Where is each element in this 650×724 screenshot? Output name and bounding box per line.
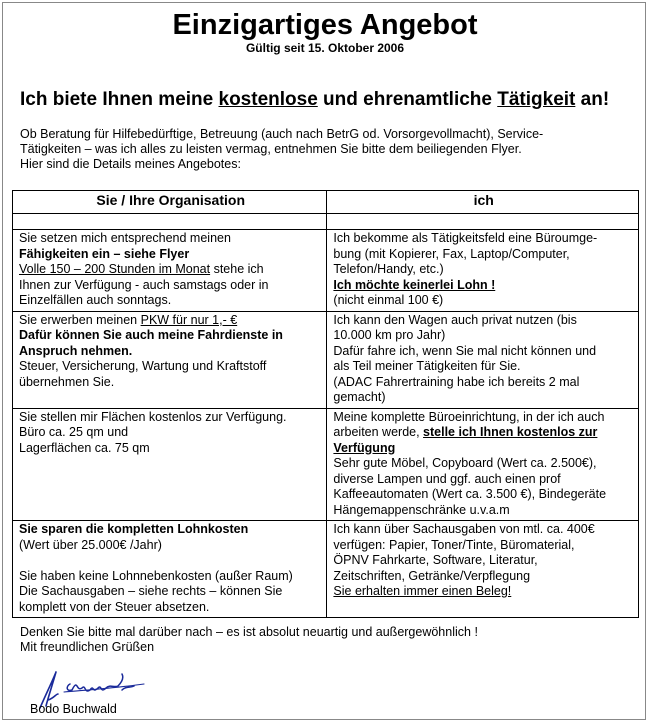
cell-line: Ich bekomme als Tätigkeitsfeld eine Büroumge- — [333, 231, 598, 245]
row3-left-cell — [13, 408, 327, 521]
cell-line: Sie sparen die kompletten Lohnkosten — [19, 522, 249, 536]
cell-line: Lagerflächen ca. 75 qm — [19, 440, 150, 455]
cell-line: als Teil meiner Tätigkeiten für Sie. — [333, 359, 521, 373]
cell-line: Kaffeeautomaten (Wert ca. 3.500 €), Bindegeräte — [333, 487, 607, 501]
cell-line: ÖPNV Fahrkarte, Software, Literatur, — [333, 553, 538, 567]
cell-line: Dafür können Sie auch meine Fahrdienste in — [19, 328, 283, 342]
cell-text: stehe ich — [210, 262, 264, 276]
headline-part: und ehrenamtliche — [317, 89, 498, 110]
closing-line: Mit freundlichen Grüßen — [20, 640, 155, 654]
closing-text — [20, 625, 478, 655]
headline-part: Ich biete Ihnen meine — [20, 89, 219, 110]
cell-line: gemacht) — [333, 390, 386, 404]
no-wage-statement: Ich möchte keinerlei Lohn ! — [333, 277, 496, 292]
closing-line: Denken Sie bitte mal darüber nach – es ist absolut neuartig und außergewöhnlich ! — [20, 625, 478, 639]
cell-line — [19, 313, 322, 329]
intro-line: Hier sind die Details meines Angebotes: — [20, 157, 241, 171]
cell-line — [19, 262, 322, 278]
row2-right-cell — [327, 311, 639, 408]
cell-text: arbeiten werde, — [333, 425, 424, 439]
cell-line: (Wert über 25.000€ /Jahr) — [19, 537, 162, 552]
table-row — [13, 230, 639, 312]
cell-line: Sie setzen mich entsprechend meinen — [19, 231, 231, 245]
cell-line: Büro ca. 25 qm und — [19, 425, 129, 439]
cell-line: Fähigkeiten ein – siehe Flyer — [19, 246, 190, 261]
row4-right-cell — [327, 521, 639, 618]
intro-line: Tätigkeiten – was ich alles zu leisten vermag, entnehmen Sie bitte dem beiliegenden Flyer. — [20, 142, 522, 156]
free-office-statement: stelle ich Ihnen kostenlos zur — [423, 425, 598, 439]
cell-line: Ich kann über Sachausgaben von mtl. ca. 400€ — [333, 522, 595, 536]
receipt-statement: Sie erhalten immer einen Beleg! — [333, 584, 512, 598]
page-title: Einzigartiges Angebot — [172, 9, 478, 41]
offer-table — [12, 190, 639, 618]
table-header-row — [13, 191, 639, 214]
cell-line — [333, 425, 634, 441]
row3-right-cell — [327, 408, 639, 521]
cell-line: Zeitschriften, Getränke/Verpflegung — [333, 568, 531, 583]
intro-line: Ob Beratung für Hilfebedürftige, Betreuung (auch nach BetrG od. Vorsorgevollmacht), Service- — [20, 127, 544, 141]
cell-line: Sie haben keine Lohnnebenkosten (außer Raum) — [19, 568, 293, 583]
cell-line: Dafür fahre ich, wenn Sie mal nicht können und — [333, 343, 597, 358]
cell-line: (nicht einmal 100 €) — [333, 293, 444, 307]
row2-left-cell — [13, 311, 327, 408]
headline-part: an! — [575, 89, 610, 110]
spacer-cell — [13, 214, 327, 230]
cell-line: Ich kann den Wagen auch privat nutzen (bis — [333, 312, 577, 327]
table-row — [13, 408, 639, 521]
cell-line: verfügen: Papier, Toner/Tinte, Büromaterial, — [333, 537, 575, 552]
headline-kostenlose: kostenlose — [218, 89, 318, 110]
table-spacer-row — [13, 214, 639, 230]
offer-headline — [20, 88, 609, 112]
hours-underlined: Volle 150 – 200 Stunden im Monat — [19, 262, 211, 276]
row1-left-cell — [13, 230, 327, 312]
cell-line: Sehr gute Möbel, Copyboard (Wert ca. 2.500€), — [333, 456, 597, 470]
row1-right-cell — [327, 230, 639, 312]
intro-paragraph — [20, 127, 630, 172]
free-office-statement: Verfügung — [333, 440, 396, 455]
cell-line: (ADAC Fahrertraining habe ich bereits 2 mal — [333, 374, 580, 389]
cell-line: Hängemappenschränke u.v.a.m — [333, 502, 510, 517]
cell-line — [19, 553, 322, 569]
cell-line: Meine komplette Büroeinrichtung, in der ich auch — [333, 409, 605, 424]
cell-line: bung (mit Kopierer, Fax, Laptop/Computer, — [333, 246, 570, 261]
cell-line: Telefon/Handy, etc.) — [333, 262, 444, 276]
cell-line: übernehmen Sie. — [19, 374, 115, 389]
table-row — [13, 521, 639, 618]
car-price-underlined: PKW für nur 1,- € — [140, 312, 238, 327]
header-ich: ich — [327, 191, 639, 214]
header-organisation: Sie / Ihre Organisation — [13, 191, 327, 214]
cell-line: Einzelfällen auch sonntags. — [19, 293, 172, 307]
page-subtitle: Gültig seit 15. Oktober 2006 — [245, 41, 405, 55]
spacer-cell — [327, 214, 639, 230]
cell-line: Ihnen zur Verfügung - auch samstags oder in — [19, 277, 269, 292]
cell-line: 10.000 km pro Jahr) — [333, 328, 446, 342]
signature-name: Bodo Buchwald — [30, 702, 117, 716]
table-row — [13, 311, 639, 408]
cell-line: komplett von der Steuer absetzen. — [19, 599, 210, 614]
cell-line: Sie stellen mir Flächen kostenlos zur Verfügung. — [19, 409, 287, 424]
cell-line: Anspruch nehmen. — [19, 343, 133, 358]
headline-taetigkeit: Tätigkeit — [497, 89, 576, 110]
cell-line: Steuer, Versicherung, Wartung und Kraftstoff — [19, 359, 267, 373]
cell-text: Sie erwerben meinen — [19, 312, 141, 327]
cell-line: diverse Lampen und ggf. auch einen prof — [333, 471, 561, 486]
row4-left-cell — [13, 521, 327, 618]
cell-line: Die Sachausgaben – siehe rechts – können Sie — [19, 584, 283, 598]
